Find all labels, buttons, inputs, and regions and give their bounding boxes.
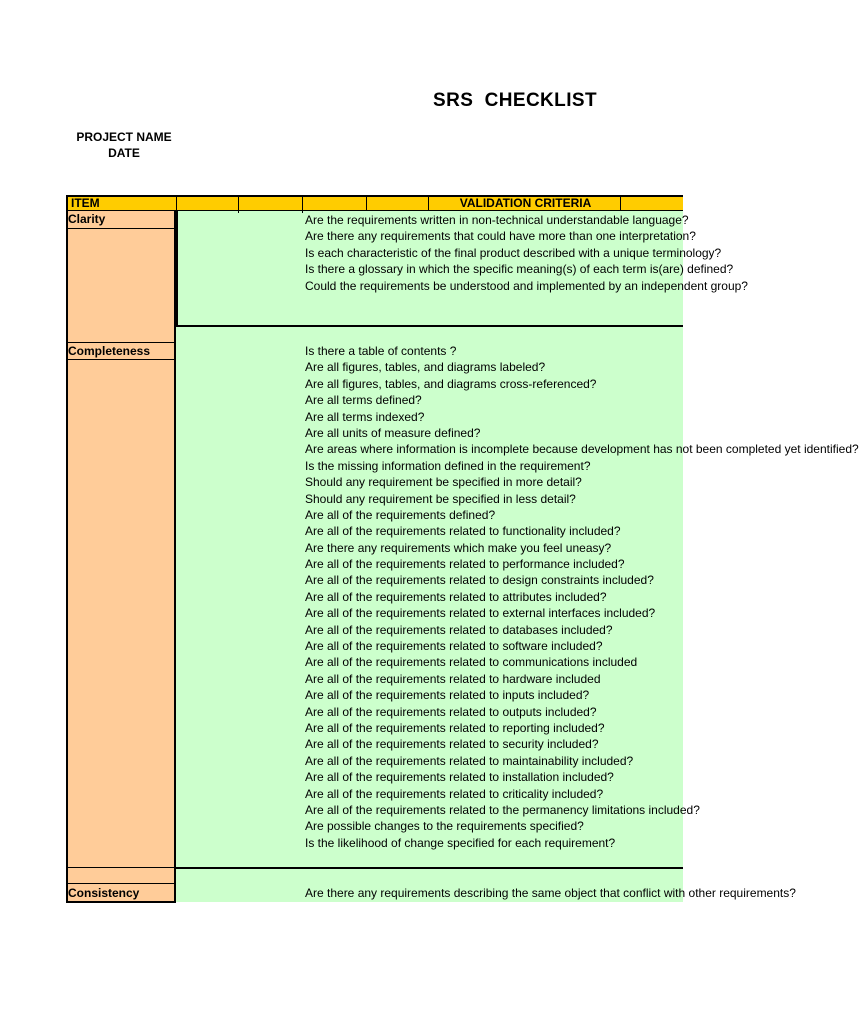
list-item: Is there a glossary in which the specific meaning(s) of each term is(are) defined? (305, 262, 734, 277)
list-item: Are the requirements written in non-technical understandable language? (305, 213, 689, 227)
list-item: Are all of the requirements related to communications included (305, 655, 638, 670)
header-cell (302, 197, 366, 210)
table-header-row (66, 195, 683, 211)
list-item: Is the missing information defined in the requirement? (305, 458, 591, 473)
list-item: Are all of the requirements related to design constraints included? (305, 573, 654, 588)
item-header: ITEM (66, 197, 176, 210)
item-divider (66, 901, 176, 903)
list-item: Are all of the requirements related to performance included? (305, 557, 625, 572)
item-divider (66, 342, 176, 343)
list-item: Could the requirements be understood and implemented by an independent group? (305, 278, 748, 293)
header-cell (620, 197, 683, 210)
list-item: Should any requirement be specified in more detail? (305, 475, 582, 490)
clarity-question-list (305, 212, 748, 294)
list-item: Are all of the requirements related to external interfaces included? (305, 606, 656, 621)
item-divider (66, 228, 176, 229)
item-label-clarity: Clarity (68, 212, 106, 226)
list-item: Are all of the requirements related to reporting included? (305, 720, 605, 735)
list-item: Are all of the requirements defined? (305, 507, 496, 522)
project-name-label: PROJECT NAME (76, 130, 172, 144)
header-cell (238, 197, 302, 210)
item-label-consistency: Consistency (68, 886, 140, 900)
item-divider (66, 883, 176, 884)
list-item: Are all of the requirements related to software included? (305, 639, 603, 654)
list-item: Are there any requirements which make you feel uneasy? (305, 540, 612, 555)
list-item: Are all of the requirements related to installation included? (305, 770, 614, 785)
consistency-question-list (305, 885, 796, 901)
list-item: Are all terms indexed? (305, 409, 425, 424)
item-divider (66, 867, 176, 868)
list-item: Are all of the requirements related to databases included? (305, 622, 613, 637)
page-title: SRS CHECKLIST (433, 90, 597, 111)
list-item: Are all of the requirements related to security included? (305, 737, 599, 752)
list-item: Are there any requirements that could have more than one interpretation? (305, 229, 696, 244)
column-divider (302, 211, 303, 213)
list-item: Are all of the requirements related to the permanency limitations included? (305, 802, 700, 817)
section-divider (176, 325, 683, 327)
item-label-completeness: Completeness (68, 344, 151, 358)
criteria-header: VALIDATION CRITERIA (428, 197, 620, 210)
list-item: Is each characteristic of the final product described with a unique terminology? (305, 245, 722, 260)
list-item: Are there any requirements describing the same object that conflict with other requirements? (305, 886, 796, 900)
list-item: Are all terms defined? (305, 393, 422, 408)
list-item: Are all of the requirements related to functionality included? (305, 524, 621, 539)
header-cell (176, 197, 238, 210)
criteria-left-border (176, 211, 178, 327)
header-cell (366, 197, 428, 210)
list-item: Are all of the requirements related to outputs included? (305, 704, 597, 719)
item-column (66, 211, 176, 902)
list-item: Are all figures, tables, and diagrams labeled? (305, 360, 546, 375)
list-item: Are all units of measure defined? (305, 425, 481, 440)
list-item: Are all of the requirements related to attributes included? (305, 589, 607, 604)
list-item: Are all of the requirements related to maintainability included? (305, 753, 634, 768)
list-item: Are possible changes to the requirements specified? (305, 819, 584, 834)
item-divider (66, 359, 176, 360)
column-divider (238, 211, 239, 213)
completeness-question-list (305, 343, 859, 851)
date-label: DATE (108, 146, 140, 160)
list-item: Are all of the requirements related to criticality included? (305, 786, 604, 801)
list-item: Should any requirement be specified in less detail? (305, 491, 576, 506)
section-divider (176, 867, 683, 869)
list-item: Are all figures, tables, and diagrams cross-referenced? (305, 376, 597, 391)
list-item: Are areas where information is incomplete because development has not been completed yet identified? (305, 442, 859, 457)
list-item: Are all of the requirements related to inputs included? (305, 688, 590, 703)
list-item: Is there a table of contents ? (305, 344, 457, 358)
list-item: Are all of the requirements related to hardware included (305, 671, 601, 686)
list-item: Is the likelihood of change specified for each requirement? (305, 835, 616, 850)
